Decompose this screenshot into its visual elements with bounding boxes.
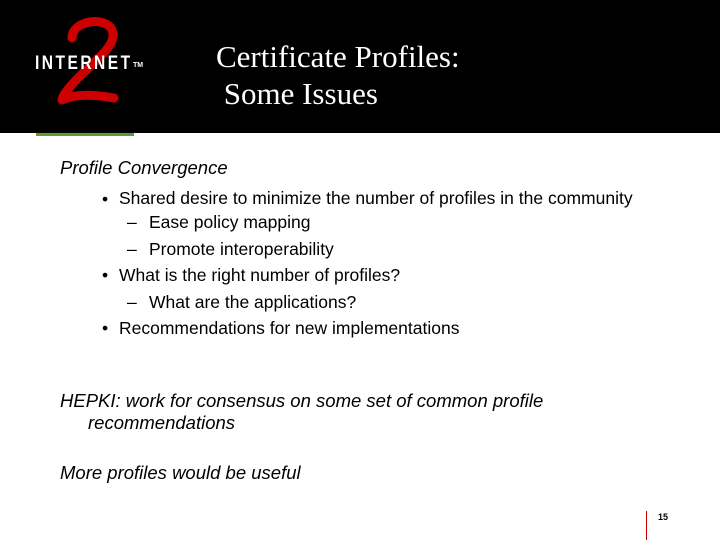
internet2-logo <box>28 14 158 106</box>
logo-trademark: TM <box>133 62 144 69</box>
sub-bullet-item <box>119 236 658 263</box>
slide-header <box>0 0 720 133</box>
sub-bullet-text: Ease policy mapping <box>149 212 311 232</box>
profiles-note: More profiles would be useful <box>60 462 301 483</box>
bullet-text: What is the right number of profiles? <box>119 265 401 285</box>
section-title: Profile Convergence <box>60 157 228 178</box>
page-number-divider <box>646 511 647 540</box>
accent-bar <box>36 133 134 136</box>
bullet-text: Shared desire to minimize the number of profiles in the community <box>119 188 633 208</box>
page-number: 15 <box>658 512 669 522</box>
sub-bullet-list <box>119 209 658 262</box>
sub-bullet-item <box>119 209 658 236</box>
sub-bullet-text: Promote interoperability <box>149 238 334 259</box>
bullet-list <box>98 186 658 342</box>
dash-marker: – <box>127 291 137 312</box>
sub-bullet-list <box>119 289 658 316</box>
bullet-item <box>98 315 658 342</box>
bullet-marker: • <box>102 189 109 209</box>
consensus-note-line-2: recommendations <box>88 412 236 433</box>
bullet-item <box>98 262 658 315</box>
sub-bullet-item <box>119 289 658 316</box>
bullet-marker: • <box>102 318 109 338</box>
consensus-note <box>60 390 620 434</box>
bullet-marker: • <box>102 265 109 285</box>
slide-title: Certificate Profiles: Some Issues <box>216 39 460 111</box>
dash-marker: – <box>127 212 137 232</box>
consensus-note-line-1: HEPKI: work for consensus on some set of common profile <box>60 390 544 411</box>
logo-text: INTERNET <box>35 53 133 74</box>
bullet-text: Recommendations for new implementations <box>119 318 460 338</box>
dash-marker: – <box>127 238 137 259</box>
sub-bullet-text: What are the applications? <box>149 291 357 312</box>
bullet-item <box>98 186 658 262</box>
